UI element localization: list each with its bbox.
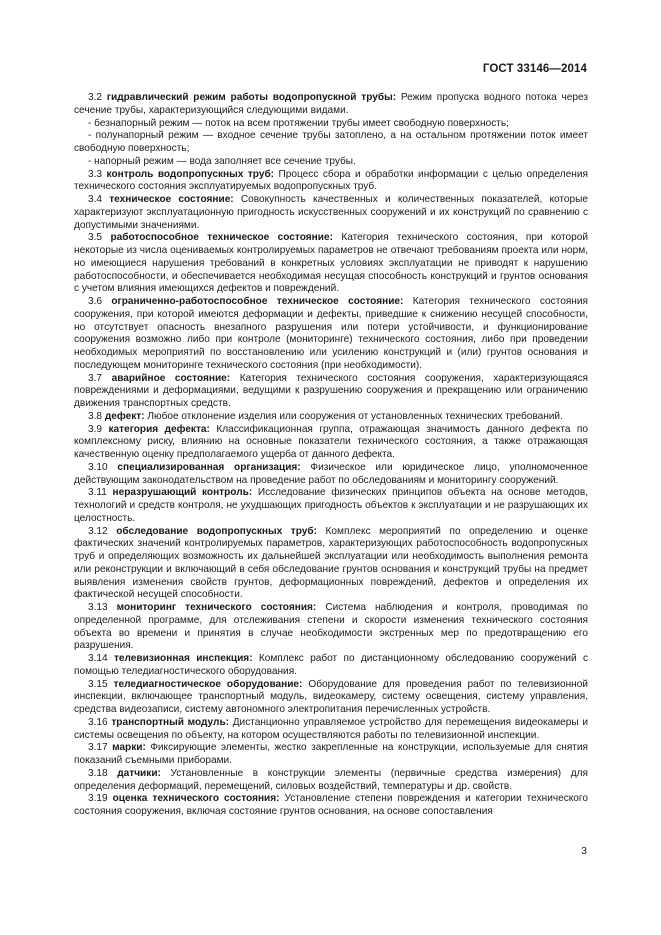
defined-term: ограниченно-работоспособное техническое состояние:	[111, 296, 404, 307]
clause-number: 3.9	[88, 423, 103, 435]
defined-term: обследование водопропускных труб:	[116, 525, 317, 537]
definition-text: Исследование физических принципов объекта на основе методов, технологий и средств контроля, не ухудшающих пригодность объектов к эксплуатации и не разрушающих их целостность.	[74, 487, 589, 524]
definition-text: Дистанционно управляемое устройство для перемещения видеокамеры и системы освещения по объекту, на котором осуществляются работы по телевизионной инспекции.	[74, 716, 588, 741]
definition-text: Комплекс работ по дистанционному обследованию сооружений с помощью теледиагностического оборудования.	[74, 653, 588, 677]
defined-term: оценка технического состояния:	[112, 793, 280, 805]
paragraph	[74, 487, 588, 525]
document-header: ГОСТ 33146—2014	[482, 63, 587, 75]
clause-number: 3.8	[88, 410, 103, 422]
defined-term: мониторинг технического состояния:	[116, 602, 317, 613]
clause-number: 3.5	[88, 232, 103, 244]
clause-number: 3.7	[88, 372, 103, 384]
definition-text: Процесс сбора и обработки информации с целью определения технического состояния эксплуатируемых водопропускных труб.	[74, 168, 588, 193]
paragraph	[74, 462, 588, 488]
paragraph	[74, 194, 588, 232]
clause-number: 3.14	[88, 653, 108, 664]
paragraph	[74, 793, 588, 819]
paragraph	[74, 653, 588, 679]
defined-term: техническое состояние:	[109, 194, 234, 205]
paragraph	[74, 118, 588, 131]
definition-text: - полунапорный режим — входное сечение трубы затоплено, а на остальном протяжении поток имеет свободную поверхность;	[74, 130, 588, 154]
clause-number: 3.11	[88, 487, 107, 499]
defined-term: работоспособное техническое состояние:	[110, 232, 333, 244]
definition-text: Система наблюдения и контроля, проводимая по определенной программе, для отслеживания степени и скорости изменения технического состояния объекта во времени и принятия в случае необходимости экстренных мер по предотвращению его разрушения.	[74, 602, 589, 652]
paragraph	[74, 92, 588, 118]
definition-text: Категория технического состояния сооружения, характеризующаяся повреждениями и деформациями, ведущими к разрушению сооружения и прекращению или ограничению движения транспортных средств.	[74, 372, 589, 409]
definition-text: Комплекс мероприятий по определению и оценке фактических значений контролируемых параметров, характеризующих работоспособность водопропускных труб и определяющих возможность их дальнейшей эксплуатации или необходимость выполнения ремонта или реконструкции и включающий в себя обследование грунтов основания и конструкций трубы на предмет выявления изменения свойств грунтов, деформационных повреждений, дефектов и определения их фактической несущей способности.	[74, 525, 588, 601]
definition-text: Установленные в конструкции элементы (первичные средства измерения) для определения деформаций, перемещений, силовых воздействий, температуры и др. свойств.	[74, 767, 588, 792]
paragraph	[74, 526, 588, 603]
paragraph	[74, 411, 588, 424]
clause-number: 3.13	[88, 602, 108, 613]
definition-text: Совокупность качественных и количественных показателей, которые характеризуют эксплуатационную пригодность искусственных сооружений и их конструкций по сравнению с допустимыми значениями.	[74, 194, 588, 231]
definition-text: Оборудование для проведения работ по телевизионной инспекции, включающее транспортный модуль, видеокамеру, систему освещения, систему управления, средства видеозаписи, систему автономного электропитания перечисленных устройств.	[74, 678, 588, 715]
defined-term: категория дефекта:	[108, 423, 210, 435]
paragraph	[74, 424, 588, 462]
defined-term: теледиагностическое оборудование:	[113, 678, 303, 690]
clause-number: 3.17	[88, 742, 108, 754]
defined-term: специализированная организация:	[117, 461, 301, 473]
clause-number: 3.19	[88, 793, 108, 805]
defined-term: транспортный модуль:	[111, 716, 230, 728]
defined-term: неразрушающий контроль:	[112, 487, 253, 499]
paragraph	[74, 169, 588, 195]
paragraph	[74, 717, 588, 743]
clause-number: 3.3	[88, 168, 103, 180]
clause-number: 3.15	[88, 678, 108, 690]
defined-term: контроль водопропускных труб:	[106, 168, 275, 180]
definition-text: Категория технического состояния сооружения, при которой имеются деформации и дефекты, приведшие к снижению несущей способности, но отсутствует опасность внезапного разрушения или потери устойчивости, и функционирование сооружения возможно либо при контроле (мониторинге) технического состояния, либо при проведении необходимых мероприятий по восстановлению или усилению конструкций и (или) грунтов основания и последующем мониторинге технического состояния (при необходимости).	[74, 296, 588, 371]
defined-term: аварийное состояние:	[111, 372, 231, 384]
clause-number: 3.2	[88, 92, 103, 103]
clause-number: 3.18	[88, 767, 108, 779]
clause-number: 3.16	[88, 716, 108, 728]
paragraph	[74, 130, 588, 156]
definition-text: Классификационная группа, отражающая значимость данного дефекта по комплексному риску, влиянию на основные показатели технического состояния, а также отражающая качественную оценку предполагаемого ущерба от данного дефекта.	[74, 423, 588, 460]
defined-term: датчики:	[117, 767, 161, 779]
paragraph	[74, 373, 588, 411]
paragraph	[74, 232, 588, 296]
definition-text: - безнапорный режим — поток на всем протяжении трубы имеет свободную поверхность;	[88, 117, 509, 129]
defined-term: телевизионная инспекция:	[113, 653, 253, 664]
paragraph	[74, 768, 588, 794]
definition-text: - напорный режим — вода заполняет все сечение трубы.	[88, 155, 356, 167]
clause-number: 3.4	[88, 194, 103, 205]
definition-text: Категория технического состояния, при которой некоторые из числа оцениваемых контролируемых параметров не отвечают требованиям проекта или норм, но имеющиеся нарушения требований в конкретных условиях эксплуатации не приводят к нарушению работоспособности, и обеспечивается необходимая несущая способность конструкций и грунтов основания с учетом влияния имеющихся дефектов и повреждений.	[74, 232, 588, 295]
document-body	[74, 92, 588, 819]
definition-text: Физическое или юридическое лицо, уполномоченное действующим законодательством на проведение работ по обследованиям и мониторингу сооружений.	[74, 461, 589, 486]
clause-number: 3.12	[88, 525, 108, 537]
paragraph	[74, 679, 588, 717]
paragraph	[74, 602, 588, 653]
definition-text: Режим пропуска водного потока через сечение трубы, характеризующийся следующими видами.	[74, 92, 589, 116]
clause-number: 3.10	[88, 461, 108, 473]
definition-text: Установление степени повреждения и категории технического состояния сооружения, включая состояние грунтов основания, на основе сопоставления	[74, 793, 588, 817]
page-number: 3	[581, 845, 587, 857]
paragraph	[74, 296, 588, 373]
defined-term: дефект:	[104, 410, 145, 422]
definition-text: Любое отклонение изделия или сооружения от установленных технических требований.	[147, 410, 563, 422]
paragraph	[74, 156, 588, 169]
definition-text: Фиксирующие элементы, жестко закрепленные на конструкции, используемые для снятия показаний съемными приборами.	[74, 742, 589, 766]
defined-term: гидравлический режим работы водопропускной трубы:	[106, 92, 397, 103]
paragraph	[74, 742, 588, 768]
clause-number: 3.6	[88, 296, 103, 307]
defined-term: марки:	[112, 742, 146, 754]
